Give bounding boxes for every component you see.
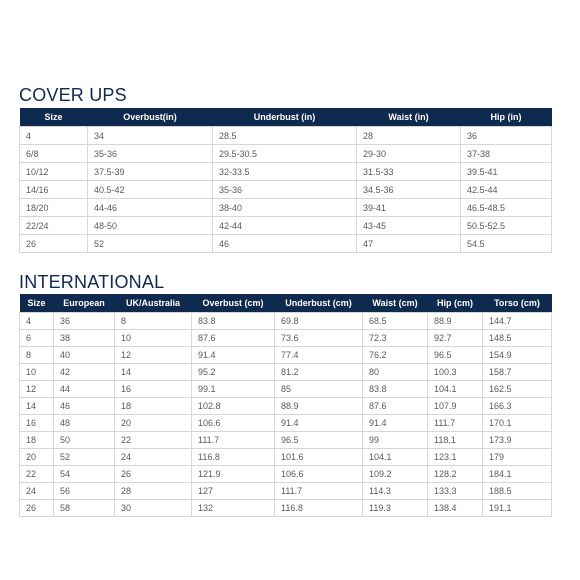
table-cell: 8	[20, 347, 54, 364]
column-header: UK/Australia	[115, 294, 192, 313]
table-cell: 39-41	[357, 199, 461, 217]
table-cell: 96.5	[275, 432, 363, 449]
table-cell: 107.9	[428, 398, 483, 415]
table-cell: 8	[115, 313, 192, 330]
table-cell: 29-30	[357, 145, 461, 163]
table-cell: 52	[54, 449, 115, 466]
table-cell: 6/8	[20, 145, 88, 163]
table-cell: 18/20	[20, 199, 88, 217]
table-cell: 26	[20, 235, 88, 253]
table-cell: 44	[54, 381, 115, 398]
table-cell: 132	[192, 500, 275, 517]
column-header: Torso (cm)	[483, 294, 552, 313]
international-size-table	[19, 294, 552, 517]
table-cell: 87.6	[192, 330, 275, 347]
table-cell: 30	[115, 500, 192, 517]
table-cell: 121.9	[192, 466, 275, 483]
column-header: Size	[20, 294, 54, 313]
table-cell: 40	[54, 347, 115, 364]
table-cell: 32-33.5	[213, 163, 357, 181]
table-cell: 34	[88, 127, 213, 145]
column-header: Overbust(in)	[88, 108, 213, 127]
table-cell: 26	[115, 466, 192, 483]
column-header: Waist (cm)	[363, 294, 428, 313]
table-cell: 29.5-30.5	[213, 145, 357, 163]
table-cell: 46	[54, 398, 115, 415]
table-cell: 28	[357, 127, 461, 145]
column-header: Size	[20, 108, 88, 127]
table-row	[20, 127, 552, 145]
table-cell: 184.1	[483, 466, 552, 483]
table-cell: 158.7	[483, 364, 552, 381]
table-cell: 91.4	[192, 347, 275, 364]
table-cell: 100.3	[428, 364, 483, 381]
table-cell: 104.1	[428, 381, 483, 398]
table-cell: 6	[20, 330, 54, 347]
table-row	[20, 364, 552, 381]
column-header: European	[54, 294, 115, 313]
coverups-size-table	[19, 108, 552, 253]
table-cell: 24	[115, 449, 192, 466]
table-row	[20, 313, 552, 330]
table-row	[20, 398, 552, 415]
table-cell: 26	[20, 500, 54, 517]
table-cell: 24	[20, 483, 54, 500]
table-cell: 166.3	[483, 398, 552, 415]
table-row	[20, 235, 552, 253]
table-cell: 42	[54, 364, 115, 381]
table-cell: 31.5-33	[357, 163, 461, 181]
table-cell: 173.9	[483, 432, 552, 449]
table-cell: 154.9	[483, 347, 552, 364]
table-cell: 46.5-48.5	[461, 199, 552, 217]
table-cell: 48	[54, 415, 115, 432]
table-cell: 83.8	[192, 313, 275, 330]
table-cell: 18	[115, 398, 192, 415]
column-header: Waist (in)	[357, 108, 461, 127]
table-cell: 116.8	[192, 449, 275, 466]
table-cell: 22	[20, 466, 54, 483]
table-cell: 118.1	[428, 432, 483, 449]
table-header-row	[20, 294, 552, 313]
table-cell: 88.9	[428, 313, 483, 330]
table-cell: 43-45	[357, 217, 461, 235]
table-row	[20, 449, 552, 466]
table-row	[20, 381, 552, 398]
table-cell: 109.2	[363, 466, 428, 483]
table-cell: 179	[483, 449, 552, 466]
table-cell: 10	[115, 330, 192, 347]
table-cell: 123.1	[428, 449, 483, 466]
table-row	[20, 347, 552, 364]
table-cell: 18	[20, 432, 54, 449]
table-cell: 138.4	[428, 500, 483, 517]
table-cell: 133.3	[428, 483, 483, 500]
table-cell: 20	[115, 415, 192, 432]
table-cell: 44-46	[88, 199, 213, 217]
table-cell: 69.8	[275, 313, 363, 330]
table-cell: 38-40	[213, 199, 357, 217]
table-header-row	[20, 108, 552, 127]
table-cell: 10	[20, 364, 54, 381]
table-cell: 36	[461, 127, 552, 145]
table-cell: 48-50	[88, 217, 213, 235]
table-row	[20, 199, 552, 217]
table-cell: 111.7	[192, 432, 275, 449]
table-cell: 14/16	[20, 181, 88, 199]
coverups-title: COVER UPS	[19, 85, 127, 105]
table-cell: 35-36	[213, 181, 357, 199]
table-cell: 106.6	[192, 415, 275, 432]
international-title: INTERNATIONAL	[19, 272, 165, 292]
table-cell: 88.9	[275, 398, 363, 415]
table-cell: 16	[20, 415, 54, 432]
table-cell: 81.2	[275, 364, 363, 381]
table-cell: 91.4	[363, 415, 428, 432]
table-cell: 80	[363, 364, 428, 381]
table-cell: 46	[213, 235, 357, 253]
table-cell: 50	[54, 432, 115, 449]
table-cell: 58	[54, 500, 115, 517]
table-cell: 191.1	[483, 500, 552, 517]
table-row	[20, 163, 552, 181]
table-cell: 114.3	[363, 483, 428, 500]
table-row	[20, 217, 552, 235]
table-cell: 96.5	[428, 347, 483, 364]
table-cell: 28	[115, 483, 192, 500]
table-cell: 56	[54, 483, 115, 500]
table-cell: 10/12	[20, 163, 88, 181]
table-cell: 99.1	[192, 381, 275, 398]
column-header: Underbust (cm)	[275, 294, 363, 313]
table-cell: 35-36	[88, 145, 213, 163]
table-cell: 22/24	[20, 217, 88, 235]
table-cell: 77.4	[275, 347, 363, 364]
table-cell: 73.6	[275, 330, 363, 347]
table-cell: 111.7	[428, 415, 483, 432]
table-row	[20, 181, 552, 199]
table-cell: 42.5-44	[461, 181, 552, 199]
table-cell: 102.8	[192, 398, 275, 415]
table-row	[20, 145, 552, 163]
table-cell: 28.5	[213, 127, 357, 145]
table-cell: 22	[115, 432, 192, 449]
table-cell: 54.5	[461, 235, 552, 253]
table-cell: 104.1	[363, 449, 428, 466]
table-cell: 47	[357, 235, 461, 253]
table-cell: 91.4	[275, 415, 363, 432]
table-cell: 12	[115, 347, 192, 364]
table-row	[20, 466, 552, 483]
table-cell: 87.6	[363, 398, 428, 415]
table-cell: 85	[275, 381, 363, 398]
column-header: Underbust (in)	[213, 108, 357, 127]
table-cell: 42-44	[213, 217, 357, 235]
table-cell: 101.6	[275, 449, 363, 466]
column-header: Overbust (cm)	[192, 294, 275, 313]
table-cell: 76.2	[363, 347, 428, 364]
table-cell: 144.7	[483, 313, 552, 330]
table-cell: 99	[363, 432, 428, 449]
table-cell: 4	[20, 127, 88, 145]
table-cell: 111.7	[275, 483, 363, 500]
column-header: Hip (cm)	[428, 294, 483, 313]
table-cell: 106.6	[275, 466, 363, 483]
table-cell: 38	[54, 330, 115, 347]
table-cell: 20	[20, 449, 54, 466]
table-cell: 4	[20, 313, 54, 330]
table-cell: 52	[88, 235, 213, 253]
table-cell: 188.5	[483, 483, 552, 500]
table-cell: 83.8	[363, 381, 428, 398]
table-cell: 16	[115, 381, 192, 398]
column-header: Hip (in)	[461, 108, 552, 127]
table-cell: 68.5	[363, 313, 428, 330]
table-cell: 92.7	[428, 330, 483, 347]
table-cell: 95.2	[192, 364, 275, 381]
table-cell: 50.5-52.5	[461, 217, 552, 235]
table-cell: 72.3	[363, 330, 428, 347]
table-row	[20, 483, 552, 500]
table-cell: 14	[115, 364, 192, 381]
table-cell: 170.1	[483, 415, 552, 432]
table-cell: 127	[192, 483, 275, 500]
table-row	[20, 432, 552, 449]
table-cell: 37.5-39	[88, 163, 213, 181]
table-cell: 34.5-36	[357, 181, 461, 199]
table-cell: 40.5-42	[88, 181, 213, 199]
table-row	[20, 500, 552, 517]
table-cell: 148.5	[483, 330, 552, 347]
table-cell: 39.5-41	[461, 163, 552, 181]
table-row	[20, 415, 552, 432]
table-cell: 162.5	[483, 381, 552, 398]
table-cell: 119.3	[363, 500, 428, 517]
table-cell: 116.8	[275, 500, 363, 517]
table-cell: 36	[54, 313, 115, 330]
table-cell: 14	[20, 398, 54, 415]
table-cell: 128.2	[428, 466, 483, 483]
table-row	[20, 330, 552, 347]
table-cell: 54	[54, 466, 115, 483]
table-cell: 37-38	[461, 145, 552, 163]
table-cell: 12	[20, 381, 54, 398]
